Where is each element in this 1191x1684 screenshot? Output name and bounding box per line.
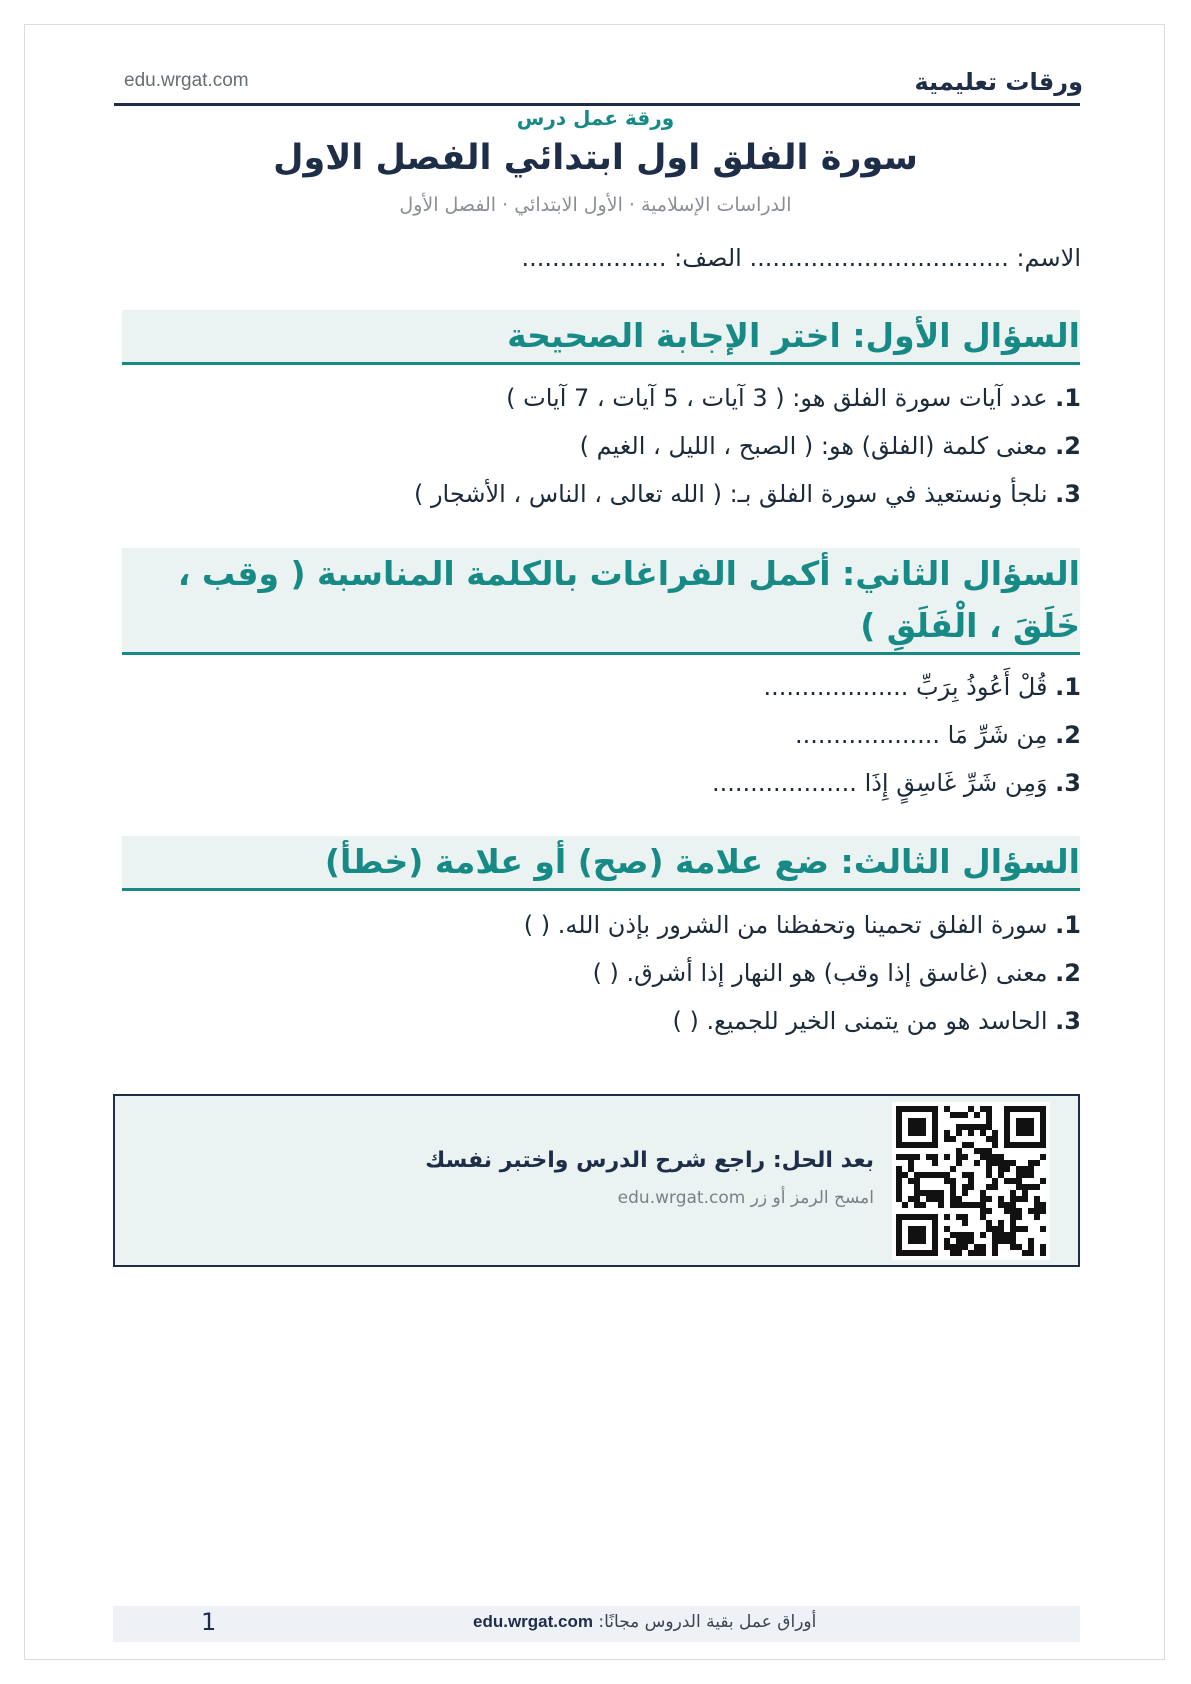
question-text: سورة الفلق تحمينا وتحفظنا من الشرور بإذن الله. ( ) (523, 911, 1048, 939)
list-item (712, 759, 1081, 807)
question-text: عدد آيات سورة الفلق هو: ( 3 آيات ، 5 آيات ، 7 آيات ) (506, 384, 1048, 412)
question-number: 1. (1055, 673, 1081, 701)
section-1-questions (414, 374, 1081, 518)
page-footer (113, 1606, 1080, 1642)
list-item (524, 901, 1081, 949)
callout-title: بعد الحل: راجع شرح الدرس واختبر نفسك (425, 1148, 874, 1173)
student-info-line: الاسم: .................................. الصف: ................... (521, 244, 1081, 272)
list-item (414, 470, 1081, 518)
question-text: الحاسد هو من يتمنى الخير للجميع. ( ) (672, 1007, 1048, 1035)
question-number: 3. (1055, 769, 1081, 797)
question-number: 2. (1055, 432, 1081, 460)
question-text: قُلْ أَعُوذُ بِرَبِّ ................... (763, 673, 1048, 701)
list-item (712, 711, 1081, 759)
footer-note-text: أوراق عمل بقية الدروس مجانًا: (598, 1612, 817, 1632)
brand-name: ورقات تعليمية (914, 68, 1083, 96)
list-item (414, 374, 1081, 422)
question-text: مِن شَرِّ مَا ................... (795, 721, 1048, 749)
question-number: 3. (1055, 1007, 1081, 1035)
header-url[interactable]: edu.wrgat.com (124, 70, 249, 91)
question-number: 1. (1055, 384, 1081, 412)
question-text: معنى كلمة (الفلق) هو: ( الصبح ، الليل ، الغيم ) (579, 432, 1048, 460)
section-1-heading (122, 310, 1080, 365)
question-text: نلجأ ونستعيذ في سورة الفلق بـ: ( الله تعالى ، الناس ، الأشجار ) (413, 480, 1048, 508)
list-item (712, 663, 1081, 711)
callout-subtitle: امسح الرمز أو زر edu.wrgat.com (617, 1188, 874, 1208)
doc-kicker: ورقة عمل درس (516, 106, 675, 130)
list-item (524, 949, 1081, 997)
section-2-heading (122, 548, 1080, 655)
doc-subtitle: الدراسات الإسلامية · الأول الابتدائي · الفصل الأول (399, 194, 792, 216)
question-text: معنى (غاسق إذا وقب) هو النهار إذا أشرق. ( ) (592, 959, 1048, 987)
page-title: سورة الفلق اول ابتدائي الفصل الاول (273, 138, 918, 178)
section-3-heading-text: السؤال الثالث: ضع علامة (صح) أو علامة (خطأ) (324, 842, 1080, 881)
qr-code-graphic (892, 1102, 1050, 1260)
review-callout (113, 1094, 1080, 1267)
question-text: وَمِن شَرِّ غَاسِقٍ إِذَا ................... (711, 769, 1048, 797)
question-number: 3. (1055, 480, 1081, 508)
question-number: 2. (1055, 959, 1081, 987)
footer-note (473, 1612, 816, 1632)
list-item (524, 997, 1081, 1045)
qr-code-icon[interactable] (892, 1102, 1050, 1260)
section-2-questions (712, 663, 1081, 807)
section-3-heading (122, 836, 1080, 891)
section-3-questions (524, 901, 1081, 1045)
question-number: 2. (1055, 721, 1081, 749)
section-1-heading-text: السؤال الأول: اختر الإجابة الصحيحة (507, 316, 1080, 355)
footer-link[interactable]: edu.wrgat.com (473, 1612, 593, 1631)
question-number: 1. (1055, 911, 1081, 939)
page-number: 1 (201, 1608, 217, 1636)
section-2-heading-text: السؤال الثاني: أكمل الفراغات بالكلمة المناسبة ( وقب ، خَلَقَ ، الْفَلَقِ ) (177, 554, 1080, 645)
list-item (414, 422, 1081, 470)
